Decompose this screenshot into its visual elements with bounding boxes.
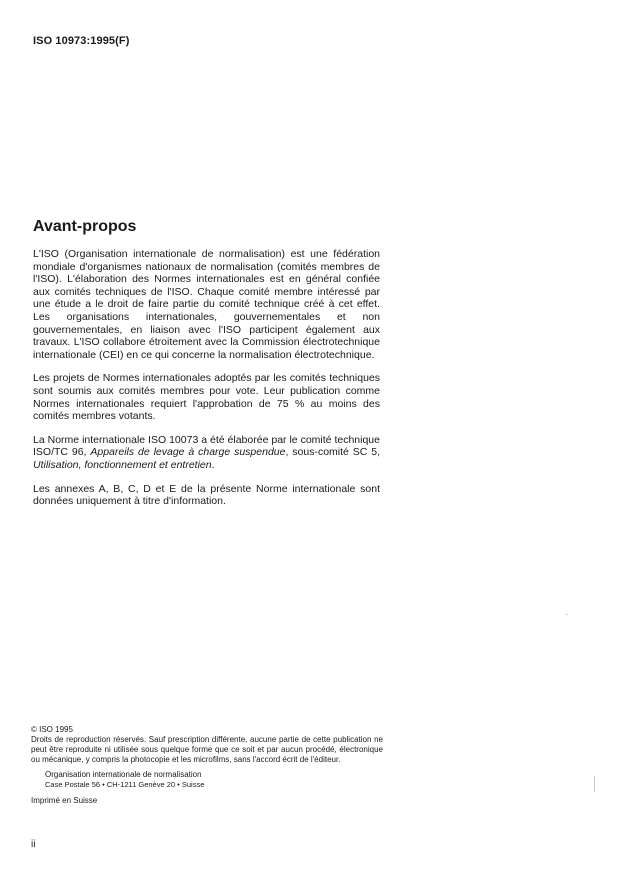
document-id-header: ISO 10973:1995(F) [33,35,130,47]
rights-statement: Droits de reproduction réservés. Sauf prescription différente, aucune partie de cette publication ne peut être reproduite ni utilisée sous quelque forme que ce soit et par aucun procédé, électronique ou mécanique, y compris la photocopie et les microfilms, sans l'accord écrit de l'éditeur. [31,735,383,764]
scan-mark [594,776,595,792]
printed-in: Imprimé en Suisse [31,796,98,805]
section-title: Avant-propos [33,218,137,235]
committee-text-start: La Norme internationale ISO 10073 a été élaborée par le comité technique ISO/TC 96, [33,433,380,459]
copyright-notice: © ISO 1995 [31,725,73,734]
paragraph-committee [33,434,380,472]
committee-title: Appareils de levage à charge suspendue [90,446,286,459]
paragraph-voting: Les projets de Normes internationales adoptés par les comités techniques sont soumis aux comités membres pour vote. Leur publication comme Normes internationales requiert l'approbation de 75 % au moins des comités membres votants. [33,372,380,423]
copyright-footer [31,725,383,806]
paragraph-iso-description: L'ISO (Organisation internationale de normalisation) est une fédération mondiale d'organismes nationaux de normalisation (comités membres de l'ISO). L'élaboration des Normes internationales est en général confiée aux comités techniques de l'ISO. Chaque comité membre intéressé par une étude a le droit de faire partie du comité technique créé à cet effet. Les organisations internationales, gouvernementales et non gouvernementales, en liaison avec l'ISO participent également aux travaux. L'ISO collabore étroitement avec la Commission électrotechnique internationale (CEI) en ce qui concerne la normalisation électrotechnique. [33,248,380,361]
page-number: ii [31,839,36,850]
subcommittee-title: Utilisation, fonctionnement et entretien [33,458,212,471]
committee-text-mid: , sous-comité SC 5, [285,446,380,459]
scan-speck [566,614,568,615]
organization-address: Case Postale 56 • CH-1211 Genève 20 • Suisse [45,780,205,789]
foreword-body [33,248,380,508]
organization-name: Organisation internationale de normalisation [45,770,202,779]
paragraph-annexes: Les annexes A, B, C, D et E de la présente Norme internationale sont données uniquement à titre d'information. [33,482,380,508]
committee-text-end: . [211,458,215,471]
